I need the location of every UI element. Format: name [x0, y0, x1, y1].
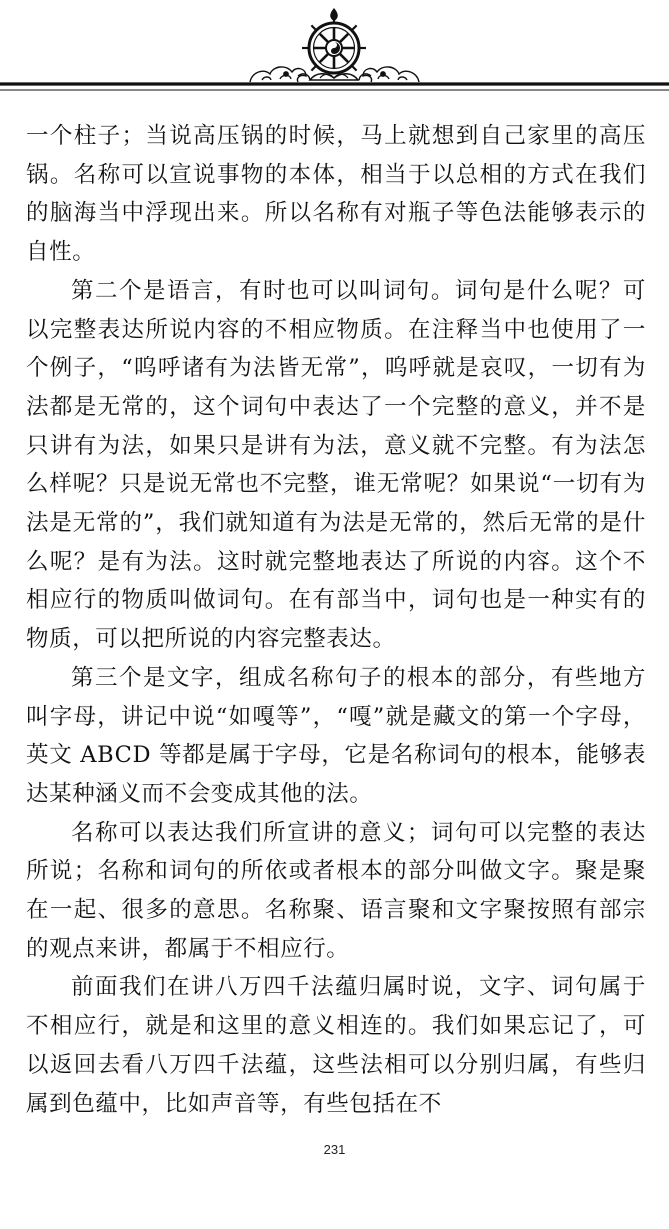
paragraph-eighty-four-thousand: 前面我们在讲八万四千法蕴归属时说，文字、词句属于不相应行，就是和这里的意义相连的。我们如果忘记了，可以返回去看八万四千法蕴，这些法相可以分别归属，有些归属到色蕴中，比如声音等，有些包括在不 — [26, 974, 646, 1117]
dharma-wheel-icon — [302, 8, 366, 80]
page-header-ornament — [0, 0, 669, 100]
paragraph-second-item-language: 第二个是语言，有时也可以叫词句。词句是什么呢？可以完整表达所说内容的不相应物质。在注释当中也使用了一个例子，“呜呼诸有为法皆无常”，呜呼就是哀叹，一切有为法都是无常的，这个词句中表达了一个完整的意义，并不是只讲有为法，如果只是讲有为法，意义就不完整。有为法怎么样呢？只是说无常也不完整，谁无常呢？如果说“一切有为法是无常的”，我们就知道有为法是无常的，然后无常的是什么呢？是有为法。这时就完整地表达了所说的内容。这个不相应行的物质叫做词句。在有部当中，词句也是一种实有的物质，可以把所说的内容完整表达。 — [26, 277, 646, 653]
page-number: 231 — [323, 1142, 346, 1157]
page-body-text — [26, 117, 646, 1123]
paragraph-third-item-letters: 第三个是文字，组成名称句子的根本的部分，有些地方叫字母，讲记中说“如嘎等”，“嘎”就是藏文的第一个字母，英文 ABCD 等都是属于字母，它是名称词句的根本，能够表达某种涵义而不会变成其他的法。 — [26, 664, 646, 807]
cloud-ornament-right-icon — [359, 67, 419, 82]
cloud-ornament-left-icon — [250, 67, 310, 82]
paragraph-continued: 一个柱子；当说高压锅的时候，马上就想到自己家里的高压锅。名称可以宣说事物的本体，相当于以总相的方式在我们的脑海当中浮现出来。所以名称有对瓶子等色法能够表示的自性。 — [26, 123, 646, 266]
paragraph-summary: 名称可以表达我们所宣讲的意义；词句可以完整的表达所说；名称和词句的所依或者根本的部分叫做文字。聚是聚在一起、很多的意思。名称聚、语言聚和文字聚按照有部宗的观点来讲，都属于不相应行。 — [26, 819, 646, 962]
header-ornament-graphic — [0, 0, 669, 100]
